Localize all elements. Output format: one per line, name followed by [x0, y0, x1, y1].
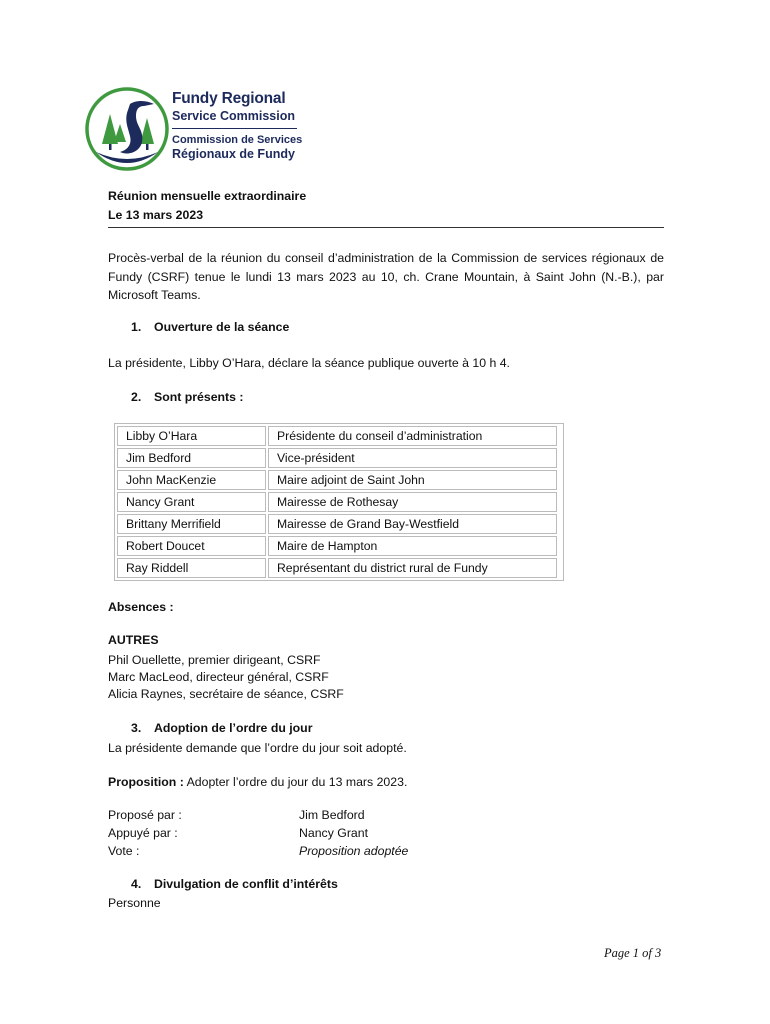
attendee-role: Maire de Hampton — [268, 536, 557, 556]
moved-value: Jim Bedford — [299, 808, 365, 822]
meeting-date: Le 13 mars 2023 — [108, 208, 204, 222]
proposition-label: Proposition : — [108, 775, 184, 789]
attendee-name: Jim Bedford — [117, 448, 266, 468]
section-title: Sont présents : — [154, 390, 244, 404]
attendee-role: Maire adjoint de Saint John — [268, 470, 557, 490]
header-divider — [108, 227, 664, 228]
attendee-name: Robert Doucet — [117, 536, 266, 556]
meeting-type: Réunion mensuelle extraordinaire — [108, 189, 307, 203]
section-heading-2 — [131, 390, 244, 404]
attendee-name: Nancy Grant — [117, 492, 266, 512]
proposition-line — [108, 773, 407, 791]
logo-french-name-line2: Régionaux de Fundy — [172, 147, 295, 162]
others-item: Marc MacLeod, directeur général, CSRF — [108, 670, 329, 684]
section-title: Adoption de l’ordre du jour — [154, 721, 313, 735]
vote-label: Vote : — [108, 844, 140, 858]
others-item: Alicia Raynes, secrétaire de séance, CSRF — [108, 687, 344, 701]
section-heading-1 — [131, 320, 289, 334]
attendee-role: Présidente du conseil d’administration — [268, 426, 557, 446]
attendance-row — [117, 558, 561, 578]
section-number: 4. — [131, 877, 142, 891]
section-number: 3. — [131, 721, 142, 735]
section-title: Divulgation de conflit d’intérêts — [154, 877, 338, 891]
section-number: 1. — [131, 320, 142, 334]
section-1-text: La présidente, Libby O’Hara, déclare la séance publique ouverte à 10 h 4. — [108, 356, 510, 370]
attendance-row — [117, 492, 561, 512]
others-item: Phil Ouellette, premier dirigeant, CSRF — [108, 653, 321, 667]
logo-wordmark — [172, 90, 322, 162]
section-heading-4 — [131, 877, 338, 891]
attendee-name: Libby O’Hara — [117, 426, 266, 446]
seconded-label: Appuyé par : — [108, 826, 178, 840]
attendee-name: John MacKenzie — [117, 470, 266, 490]
proposition-text: Adopter l’ordre du jour du 13 mars 2023. — [183, 775, 408, 789]
attendee-role: Représentant du district rural de Fundy — [268, 558, 557, 578]
attendance-row — [117, 448, 561, 468]
absences-label: Absences : — [108, 600, 174, 614]
section-3-text: La présidente demande que l’ordre du jour soit adopté. — [108, 741, 407, 755]
section-heading-3 — [131, 721, 312, 735]
attendee-role: Mairesse de Grand Bay-Westfield — [268, 514, 557, 534]
attendance-row — [117, 514, 561, 534]
vote-value: Proposition adoptée — [299, 844, 409, 858]
fundy-logo — [84, 86, 316, 172]
moved-label: Proposé par : — [108, 808, 182, 822]
attendance-table — [114, 423, 564, 581]
logo-divider — [172, 128, 297, 129]
section-number: 2. — [131, 390, 142, 404]
attendance-row — [117, 536, 561, 556]
seconded-value: Nancy Grant — [299, 826, 369, 840]
attendee-role: Vice-président — [268, 448, 557, 468]
intro-paragraph: Procès-verbal de la réunion du conseil d’administration de la Commission de services régionaux de Fundy (CSRF) tenue le lundi 13 mars 2023 au 10, ch. Crane Mountain, à Saint John (N.-B.), par Microsoft Teams. — [108, 251, 664, 302]
logo-english-name-line2: Service Commission — [172, 109, 295, 123]
attendee-role: Mairesse de Rothesay — [268, 492, 557, 512]
page-number: Page 1 of 3 — [604, 946, 662, 960]
others-label: AUTRES — [108, 633, 159, 647]
attendee-name: Ray Riddell — [117, 558, 266, 578]
logo-french-name-line1: Commission de Services — [172, 134, 303, 147]
attendance-row — [117, 470, 561, 490]
attendance-row — [117, 426, 561, 446]
attendee-name: Brittany Merrifield — [117, 514, 266, 534]
heron-emblem-icon — [84, 86, 170, 172]
logo-english-name-line1: Fundy Regional — [172, 90, 286, 107]
section-title: Ouverture de la séance — [154, 320, 290, 334]
section-4-text: Personne — [108, 896, 161, 910]
